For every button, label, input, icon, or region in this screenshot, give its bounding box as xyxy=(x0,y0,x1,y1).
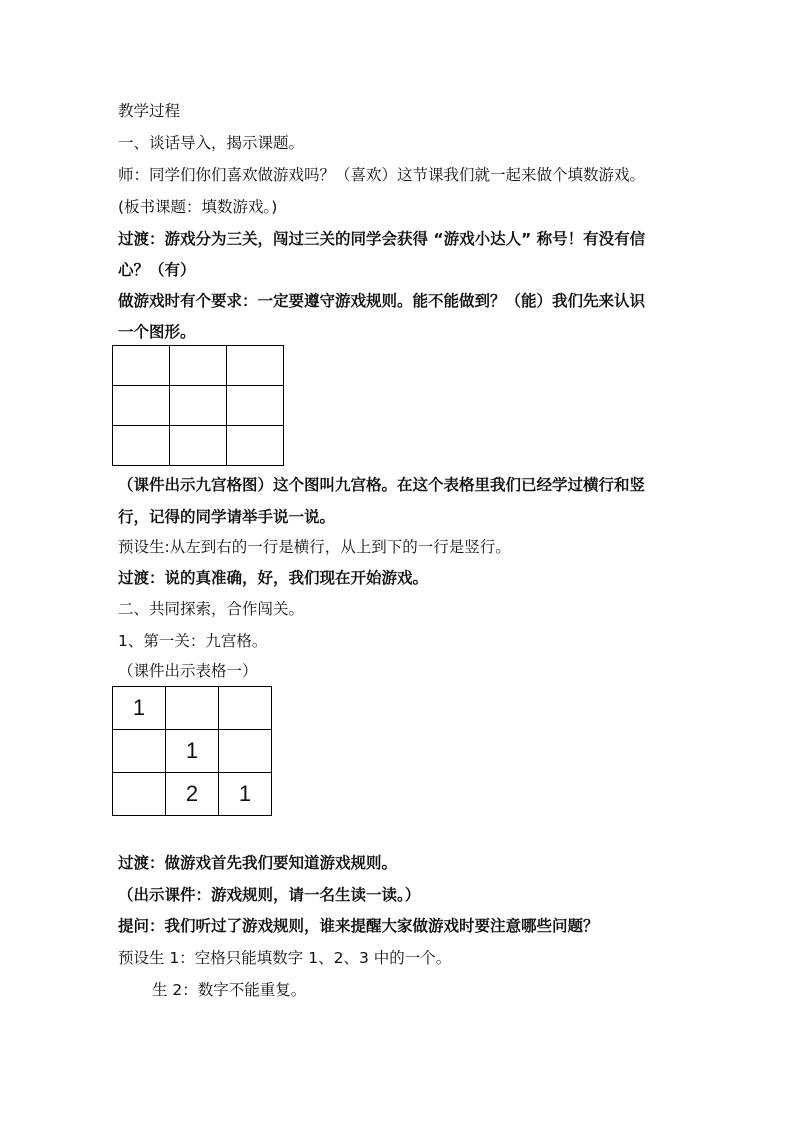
grid-cell xyxy=(113,426,170,466)
paragraph-preset-answer: 预设生:从左到右的一行是横行，从上到下的一行是竖行。 xyxy=(118,538,511,556)
heading-teaching-process: 教学过程 xyxy=(118,102,181,120)
grid-cell: 1 xyxy=(113,687,166,730)
section-one-title: 一、谈话导入，揭示课题。 xyxy=(118,134,305,152)
grid-cell xyxy=(113,730,166,773)
grid-cell xyxy=(113,346,170,386)
paragraph-transition-1a: 过渡：游戏分为三关，闯过三关的同学会获得 “游戏小达人” 称号！有没有信 xyxy=(118,230,646,248)
paragraph-preset-student-1: 预设生 1：空格只能填数字 1、2、3 中的一个。 xyxy=(118,949,452,967)
grid-cell: 1 xyxy=(219,773,272,816)
section-two-title: 二、共同探索，合作闯关。 xyxy=(118,600,305,618)
grid-cell xyxy=(170,346,227,386)
grid-cell xyxy=(227,346,284,386)
level-one-title: 1、第一关：九宫格。 xyxy=(118,632,268,650)
paragraph-board-title: (板书课题：填数游戏。) xyxy=(118,198,278,216)
grid-cell xyxy=(170,386,227,426)
paragraph-grid-explain-b: 行，记得的同学请举手说一说。 xyxy=(118,508,336,526)
paragraph-rules-a: 做游戏时有个要求：一定要遵守游戏规则。能不能做到？（能）我们先来认识 xyxy=(118,292,646,310)
paragraph-show-table: （课件出示表格一） xyxy=(118,662,258,680)
nine-square-grid-table-one xyxy=(112,686,272,816)
grid-cell: 1 xyxy=(166,730,219,773)
nine-square-grid-empty xyxy=(112,345,284,466)
grid-cell xyxy=(219,730,272,773)
grid-cell xyxy=(219,687,272,730)
grid-cell xyxy=(227,426,284,466)
paragraph-teacher-intro: 师：同学们你们喜欢做游戏吗？（喜欢）这节课我们就一起来做个填数游戏。 xyxy=(118,166,646,184)
grid-cell xyxy=(166,687,219,730)
grid-cell xyxy=(170,426,227,466)
paragraph-preset-student-2: 生 2：数字不能重复。 xyxy=(152,981,307,999)
paragraph-transition-3: 过渡：做游戏首先我们要知道游戏规则。 xyxy=(118,854,398,872)
paragraph-question: 提问：我们听过了游戏规则，谁来提醒大家做游戏时要注意哪些问题？ xyxy=(118,917,599,935)
paragraph-transition-2: 过渡：说的真准确，好，我们现在开始游戏。 xyxy=(118,569,429,587)
grid-cell xyxy=(113,773,166,816)
grid-cell: 2 xyxy=(166,773,219,816)
paragraph-grid-explain-a: （课件出示九宫格图）这个图叫九宫格。在这个表格里我们已经学过横行和竖 xyxy=(118,476,646,494)
paragraph-transition-1b: 心？（有） xyxy=(118,261,196,279)
paragraph-show-rules: （出示课件：游戏规则，请一名生读一读。） xyxy=(118,886,421,904)
grid-cell xyxy=(227,386,284,426)
paragraph-rules-b: 一个图形。 xyxy=(118,323,196,341)
grid-cell xyxy=(113,386,170,426)
